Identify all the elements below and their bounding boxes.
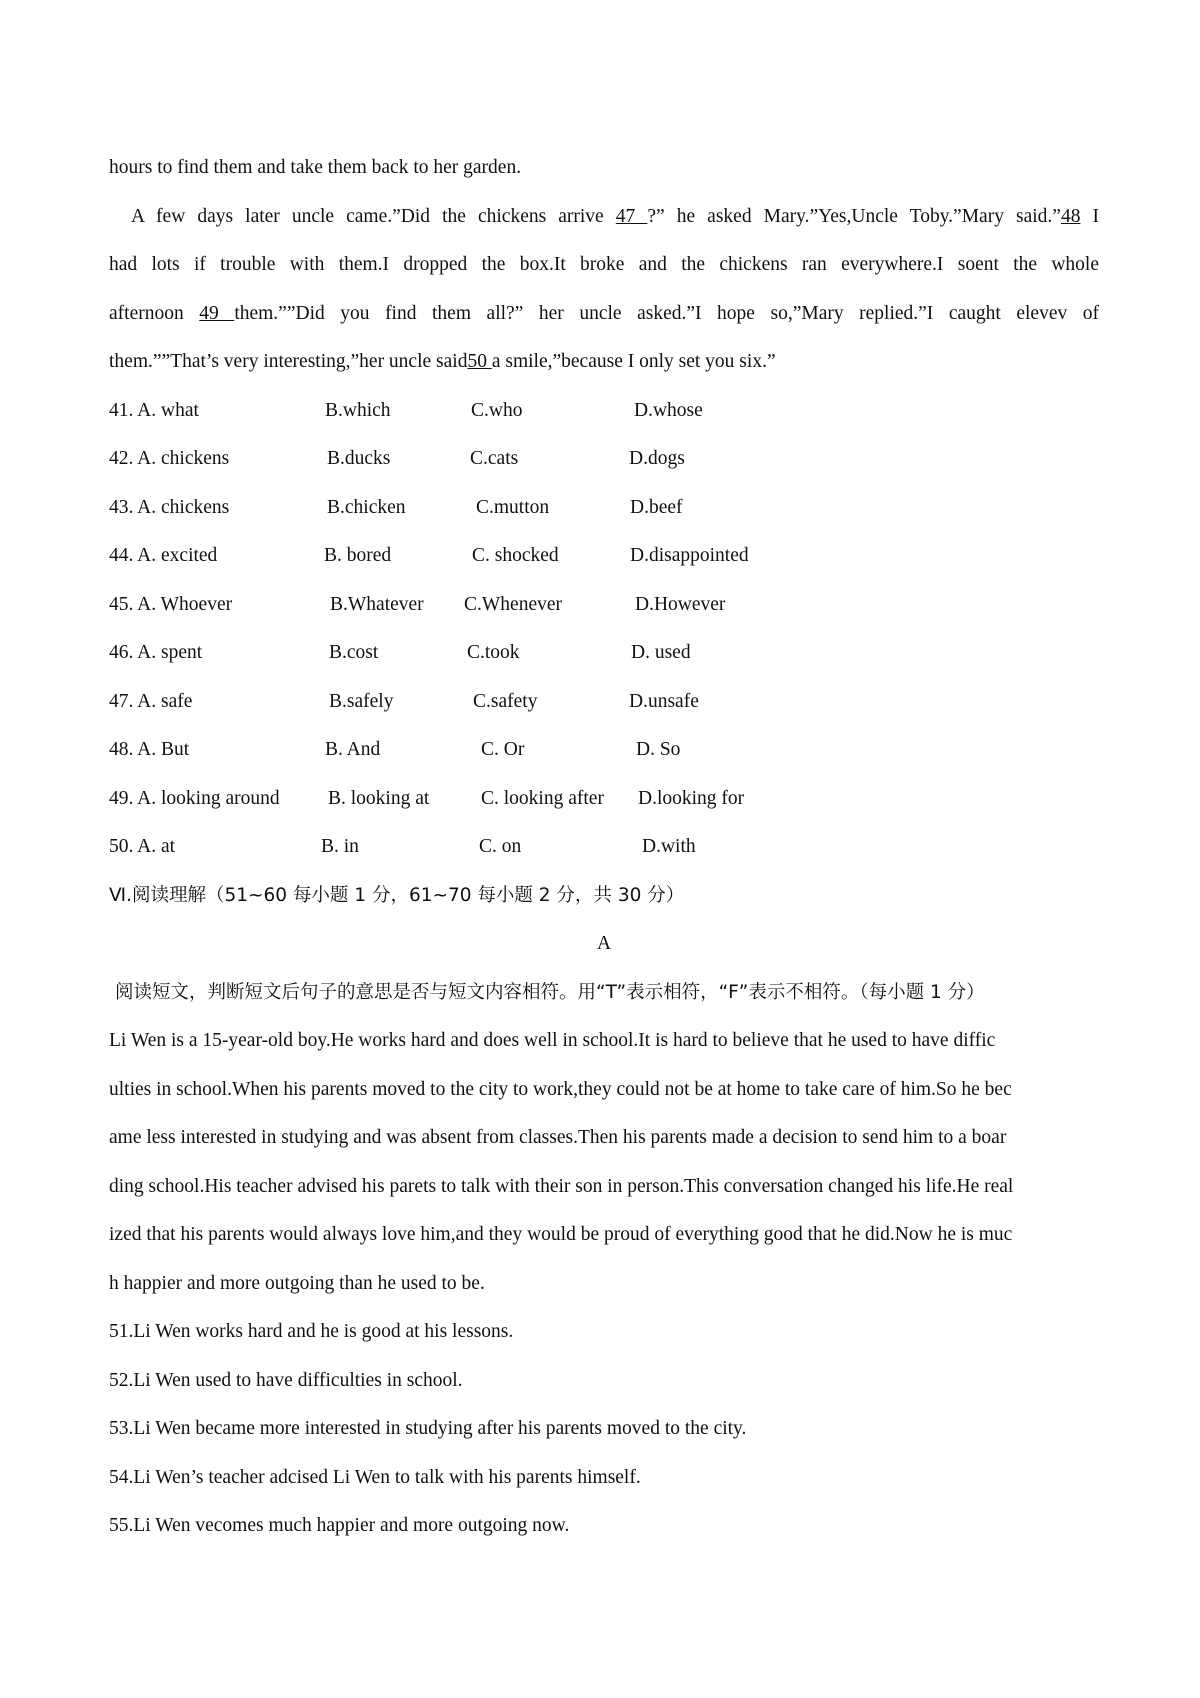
instruction-text: 阅读短文，判断短文后句子的意思是否与短文内容相符。用“T”表示相符，“F”表示不相符。（每小题 1 分） bbox=[115, 981, 985, 1003]
reading-text: ized that his parents would always love him,and they would be proud of everything good that he did.Now he is muc bbox=[109, 1224, 1013, 1245]
reading-text: h happier and more outgoing than he used to be. bbox=[109, 1272, 485, 1294]
option-a: 50. A. at bbox=[109, 836, 176, 857]
reading-passage-line bbox=[109, 1169, 1099, 1218]
option-d: D.beef bbox=[630, 496, 683, 518]
reading-passage-line bbox=[109, 1120, 1099, 1169]
question-text: 51.Li Wen works hard and he is good at his lessons. bbox=[109, 1321, 514, 1342]
option-c: C.who bbox=[471, 399, 523, 421]
reading-passage-line bbox=[109, 1072, 1099, 1121]
option-row bbox=[109, 684, 1099, 733]
option-c: C.took bbox=[467, 642, 520, 663]
reading-passage-line bbox=[109, 1217, 1099, 1266]
option-b: B.ducks bbox=[327, 448, 391, 469]
option-row bbox=[109, 829, 1099, 878]
blank-49: 49 bbox=[199, 302, 235, 324]
option-c: C. Or bbox=[481, 739, 525, 760]
passage-text: afternoon bbox=[109, 302, 200, 324]
question-text: 54.Li Wen’s teacher adcised Li Wen to talk with his parents himself. bbox=[109, 1466, 641, 1488]
option-d: D. used bbox=[631, 642, 691, 663]
option-b: B. bored bbox=[324, 545, 392, 566]
option-a: 42. A. chickens bbox=[109, 448, 230, 469]
blank-48: 48 bbox=[1060, 205, 1081, 227]
option-c: C. shocked bbox=[472, 545, 559, 566]
option-c: C.Whenever bbox=[464, 593, 562, 615]
option-a: 48. A. But bbox=[109, 739, 190, 760]
question-text: 55.Li Wen vecomes much happier and more outgoing now. bbox=[109, 1515, 570, 1536]
option-d: D.dogs bbox=[629, 448, 685, 469]
option-b: B. looking at bbox=[328, 787, 430, 809]
passage-text: hours to find them and take them back to her garden. bbox=[109, 157, 522, 178]
option-b: B.safely bbox=[329, 690, 394, 712]
question-text: 53.Li Wen became more interested in studying after his parents moved to the city. bbox=[109, 1418, 747, 1439]
passage-text: A few days later uncle came.”Did the chickens arrive bbox=[131, 205, 616, 227]
passage-text: said bbox=[431, 351, 468, 372]
worksheet-page bbox=[109, 150, 1099, 1557]
option-row bbox=[109, 490, 1099, 539]
option-a: 47. A. safe bbox=[109, 690, 193, 712]
option-row bbox=[109, 538, 1099, 587]
option-a: 44. A. excited bbox=[109, 545, 218, 566]
blank-47: 47 bbox=[615, 205, 648, 227]
section-heading-text: Ⅵ.阅读理解（51~60 每小题 1 分，61~70 每小题 2 分，共 30 分） bbox=[109, 884, 685, 906]
option-row bbox=[109, 587, 1099, 636]
option-d: D.looking for bbox=[638, 787, 745, 809]
option-row bbox=[109, 781, 1099, 830]
option-a: 43. A. chickens bbox=[109, 496, 230, 518]
option-b: B.cost bbox=[329, 642, 379, 663]
passage-line bbox=[109, 247, 1099, 296]
option-b: B. And bbox=[325, 739, 381, 760]
passage-text: a smile,”because I only set you six.” bbox=[491, 351, 776, 372]
passage-text: had lots if trouble with them.I dropped the box.It broke and the chickens ran everywhere.I soent the whole bbox=[109, 254, 1099, 275]
reading-text: ame less interested in studying and was absent from classes.Then his parents made a decision to send him to a boar bbox=[109, 1127, 1007, 1148]
reading-text: Li Wen is a 15-year-old boy.He works hard and does well in school.It is hard to believe that he used to have diffic bbox=[109, 1030, 996, 1051]
option-c: C.safety bbox=[473, 690, 538, 712]
reading-text: ding school.His teacher advised his parets to talk with their son in person.This conversation changed his life.He real bbox=[109, 1175, 1014, 1197]
option-c: C. on bbox=[479, 836, 522, 857]
option-c: C.cats bbox=[470, 448, 519, 469]
option-a: 45. A. Whoever bbox=[109, 593, 233, 615]
option-row bbox=[109, 393, 1099, 442]
question-54 bbox=[109, 1460, 1099, 1509]
blank-50: 50 bbox=[467, 351, 492, 372]
option-d: D.However bbox=[635, 593, 726, 615]
instruction bbox=[109, 975, 1099, 1024]
question-55 bbox=[109, 1508, 1099, 1557]
reading-passage-line bbox=[109, 1266, 1099, 1315]
passage-text: I bbox=[1080, 205, 1099, 227]
passage-line bbox=[109, 344, 1099, 393]
option-b: B.which bbox=[325, 399, 391, 421]
reading-passage-line bbox=[109, 1023, 1099, 1072]
option-b: B. in bbox=[321, 836, 359, 857]
option-row bbox=[109, 635, 1099, 684]
question-52 bbox=[109, 1363, 1099, 1412]
option-d: D.whose bbox=[634, 399, 703, 421]
passage-text: them.””That’s very interesting,”her uncle bbox=[109, 351, 432, 372]
passage-line bbox=[109, 296, 1099, 345]
question-text: 52.Li Wen used to have difficulties in school. bbox=[109, 1369, 463, 1391]
question-51 bbox=[109, 1314, 1099, 1363]
option-d: D. So bbox=[636, 739, 681, 760]
option-a: 49. A. looking around bbox=[109, 787, 280, 809]
reading-text: ulties in school.When his parents moved to the city to work,they could not be at home to take care of him.So he bec bbox=[109, 1078, 1012, 1100]
option-a: 46. A. spent bbox=[109, 642, 203, 663]
passage-text: ?” he asked Mary.”Yes,Uncle Toby.”Mary said.” bbox=[647, 205, 1061, 227]
option-d: D.unsafe bbox=[629, 690, 699, 712]
option-d: D.with bbox=[642, 836, 696, 857]
option-b: B.Whatever bbox=[330, 593, 424, 615]
question-53 bbox=[109, 1411, 1099, 1460]
option-row bbox=[109, 441, 1099, 490]
part-label-text: A bbox=[596, 933, 612, 954]
option-b: B.chicken bbox=[327, 496, 406, 518]
passage-line bbox=[109, 150, 1099, 199]
option-row bbox=[109, 732, 1099, 781]
option-d: D.disappointed bbox=[630, 545, 749, 566]
option-c: C.mutton bbox=[476, 496, 550, 518]
option-c: C. looking after bbox=[481, 787, 604, 809]
passage-line bbox=[109, 199, 1099, 248]
passage-text: them.””Did you find them all?” her uncle asked.”I hope so,”Mary replied.”I caught elevev of bbox=[234, 302, 1100, 324]
section-heading bbox=[109, 878, 1099, 927]
part-label bbox=[109, 926, 1099, 975]
option-a: 41. A. what bbox=[109, 399, 199, 421]
